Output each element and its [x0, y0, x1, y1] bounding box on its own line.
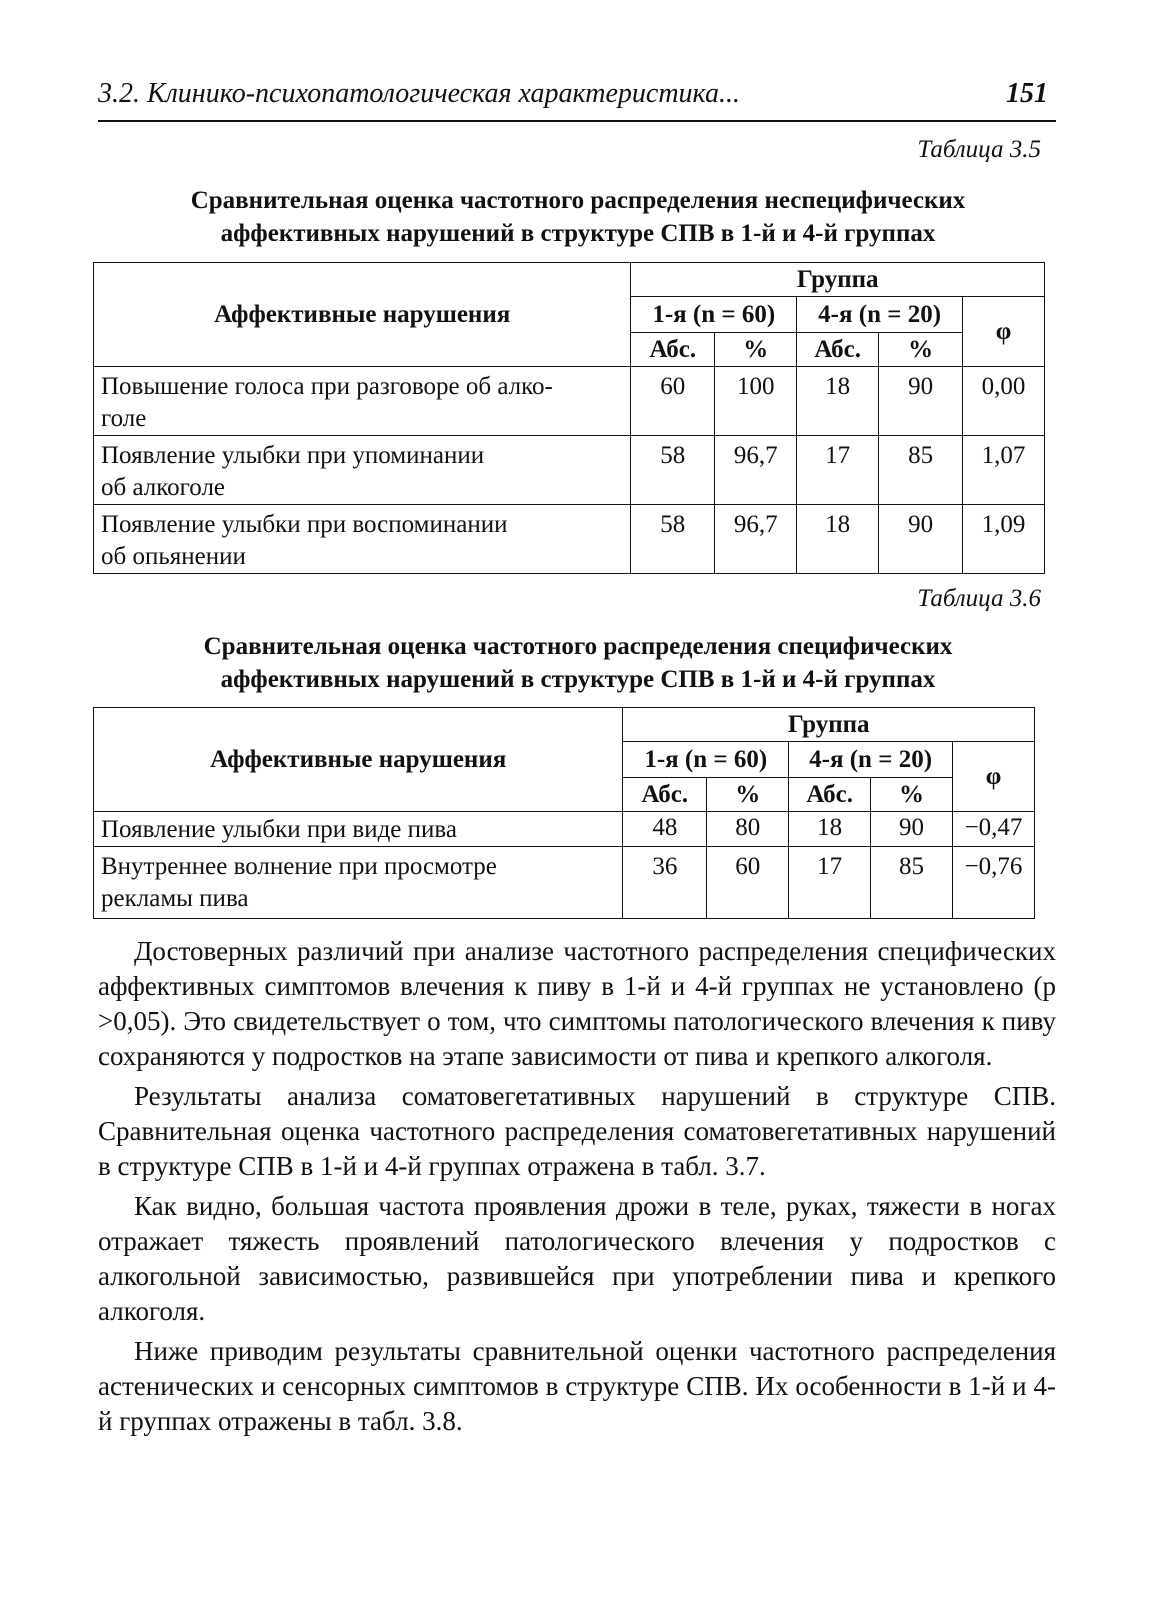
table-row — [94, 812, 1035, 847]
row-disorder-name: Внутреннее волнение при просмотре рекламы пива — [94, 847, 623, 919]
row-phi: 1,07 — [963, 436, 1045, 505]
row-g4-pct: 85 — [871, 847, 953, 919]
table-3-5 — [93, 262, 1045, 574]
table-3-6-title-line2: аффективных нарушений в структуре СПВ в 1-й и 4-й группах — [220, 666, 936, 693]
col-header-g1-pct: % — [715, 333, 797, 367]
paragraph-2: Результаты анализа соматовегетативных нарушений в структуре СПВ. Сравнительная оценка частотного распределения соматовегетативных нарушений в структуре СПВ в 1-й и 4-й группах отражена в табл. 3.7. — [98, 1081, 1056, 1181]
col-header-g1-abs: Абс. — [623, 778, 707, 812]
row-g4-abs: 18 — [797, 367, 879, 436]
table-3-6 — [93, 707, 1035, 919]
table-3-6-label: Таблица 3.6 — [917, 585, 1041, 612]
row-g1-abs: 48 — [623, 812, 707, 847]
col-header-disorders: Аффективные нарушения — [94, 263, 631, 367]
row-disorder-name: Появление улыбки при воспоминании об опьянении — [94, 505, 631, 574]
running-title: 3.2. Клинико-психопатологическая характеристика... — [98, 78, 740, 109]
col-header-phi: φ — [963, 297, 1045, 367]
col-header-group1: 1-я (n = 60) — [631, 297, 797, 333]
row-g4-abs: 17 — [797, 436, 879, 505]
row-g1-pct: 100 — [715, 367, 797, 436]
col-header-group: Группа — [623, 708, 1035, 742]
row-g4-pct: 90 — [879, 505, 963, 574]
col-header-g4-abs: Абс. — [789, 778, 871, 812]
row-phi: −0,47 — [953, 812, 1035, 847]
row-disorder-name: Повышение голоса при разговоре об алко- голе — [94, 367, 631, 436]
table-3-6-title-line1: Сравнительная оценка частотного распределения специфических — [203, 633, 953, 660]
col-header-phi: φ — [953, 742, 1035, 812]
row-phi: 0,00 — [963, 367, 1045, 436]
row-g1-pct: 96,7 — [715, 505, 797, 574]
row-g4-abs: 18 — [789, 812, 871, 847]
page-header — [98, 74, 1056, 122]
row-disorder-name: Появление улыбки при виде пива — [94, 812, 623, 847]
page-number: 151 — [1006, 78, 1048, 109]
table-3-5-title-line2: аффективных нарушений в структуре СПВ в 1-й и 4-й группах — [220, 220, 936, 247]
row-g1-abs: 36 — [623, 847, 707, 919]
col-header-group: Группа — [631, 263, 1045, 297]
paragraph-1: Достоверных различий при анализе частотного распределения специфических аффективных симптомов влечения к пиву в 1-й и 4-й группах не установлено (p >0,05). Это свидетельствует о том, что симптомы патологического влечения к пиву сохраняются у подростков на этапе зависимости от пива и крепкого алкоголя. — [98, 936, 1056, 1071]
table-3-5-label: Таблица 3.5 — [917, 136, 1041, 163]
row-g1-abs: 58 — [631, 436, 715, 505]
col-header-g4-pct: % — [871, 778, 953, 812]
table-row — [94, 436, 1045, 505]
row-g4-pct: 90 — [879, 367, 963, 436]
row-g1-pct: 80 — [707, 812, 789, 847]
col-header-disorders: Аффективные нарушения — [94, 708, 623, 812]
row-g1-abs: 60 — [631, 367, 715, 436]
col-header-group1: 1-я (n = 60) — [623, 742, 789, 778]
table-3-5-title-line1: Сравнительная оценка частотного распределения неспецифических — [190, 187, 966, 214]
table-3-5-title — [100, 184, 1056, 250]
col-header-g4-pct: % — [879, 333, 963, 367]
row-g4-abs: 17 — [789, 847, 871, 919]
row-phi: 1,09 — [963, 505, 1045, 574]
row-g1-pct: 96,7 — [715, 436, 797, 505]
col-header-group4: 4-я (n = 20) — [797, 297, 963, 333]
col-header-g1-abs: Абс. — [631, 333, 715, 367]
table-row — [94, 367, 1045, 436]
row-g4-pct: 85 — [879, 436, 963, 505]
row-disorder-name: Появление улыбки при упоминании об алкоголе — [94, 436, 631, 505]
col-header-group4: 4-я (n = 20) — [789, 742, 953, 778]
row-g1-pct: 60 — [707, 847, 789, 919]
row-g4-pct: 90 — [871, 812, 953, 847]
paragraph-3: Как видно, большая частота проявления дрожи в теле, руках, тяжести в ногах отражает тяжесть проявлений патологического влечения у подростков с алкогольной зависимостью, развившейся при употреблении пива и крепкого алкоголя. — [98, 1191, 1056, 1326]
paragraph-4: Ниже приводим результаты сравнительной оценки частотного распределения астенических и сенсорных симптомов в структуре СПВ. Их особенности в 1-й и 4-й группах отражены в табл. 3.8. — [98, 1336, 1056, 1436]
col-header-g1-pct: % — [707, 778, 789, 812]
row-phi: −0,76 — [953, 847, 1035, 919]
table-row — [94, 847, 1035, 919]
row-g4-abs: 18 — [797, 505, 879, 574]
table-3-6-title — [100, 630, 1056, 696]
table-row — [94, 505, 1045, 574]
body-text — [98, 934, 1056, 1439]
col-header-g4-abs: Абс. — [797, 333, 879, 367]
row-g1-abs: 58 — [631, 505, 715, 574]
